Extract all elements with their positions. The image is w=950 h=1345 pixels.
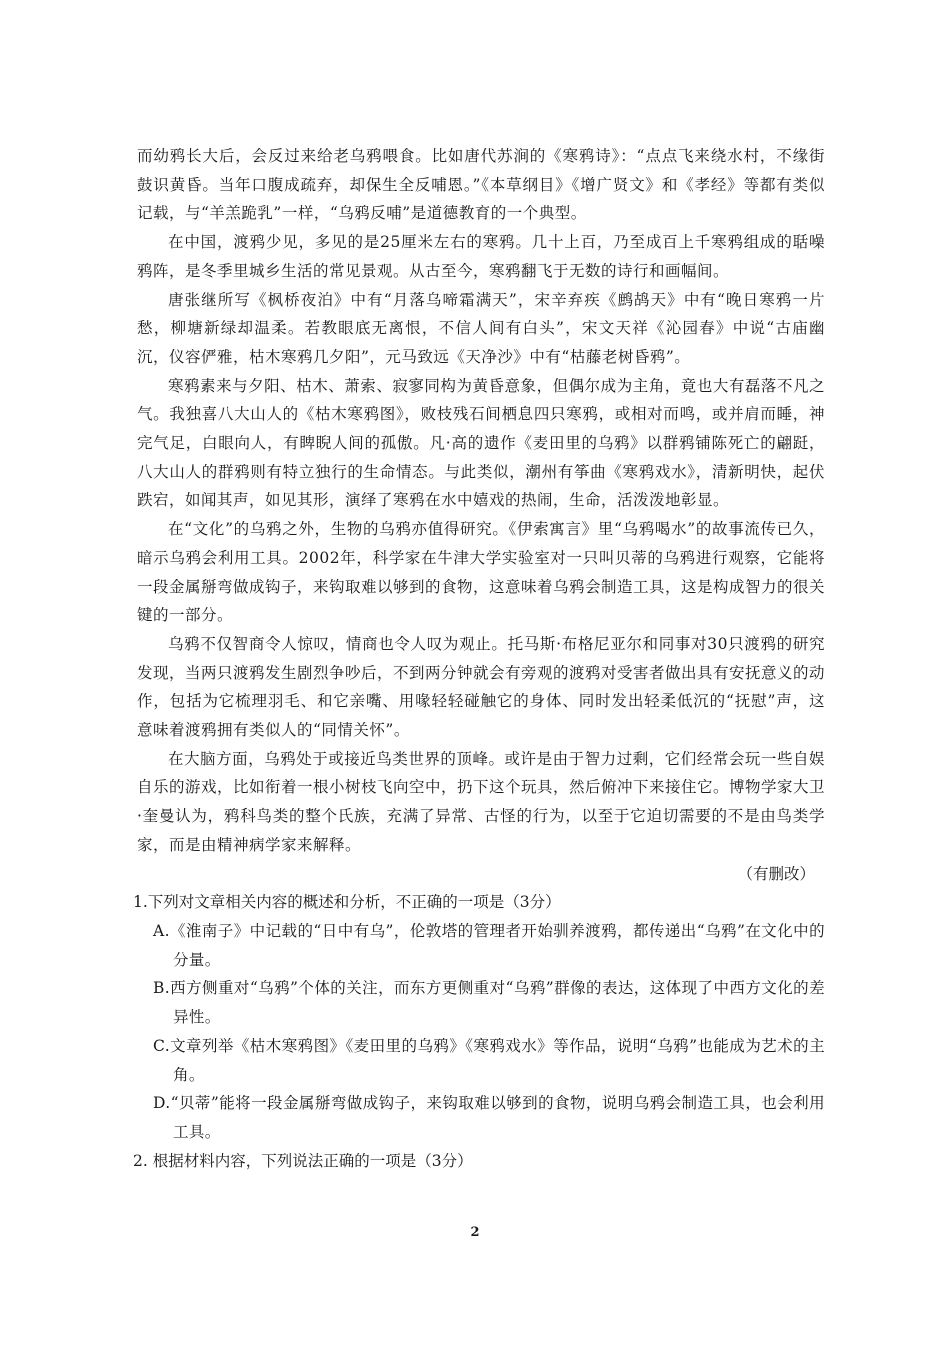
paragraph-3: 唐张继所写《枫桥夜泊》中有“月落乌啼霜满天”，宋辛弃疾《鹧鸪天》中有“晚日寒鸦一片愁，柳塘新绿却温柔。若教眼底无离恨，不信人间有白头”，宋文天祥《沁园春》中说“古庙幽沉，仪容俨雅，枯木寒鸦几夕阳”，元马致远《天净沙》中有“枯藤老树昏鸦”。 — [137, 290, 825, 366]
document-body — [133, 142, 826, 1175]
question-1-option-d: D.“贝蒂”能将一段金属掰弯做成钩子，来钩取难以够到的食物，说明乌鸦会制造工具，也会利用工具。 — [153, 1094, 825, 1141]
paragraph-2: 在中国，渡鸦少见，多见的是25厘米左右的寒鸦。几十上百，乃至成百上千寒鸦组成的聒噪鸦阵，是冬季里城乡生活的常见景观。从古至今，寒鸦翻飞于无数的诗行和画幅间。 — [137, 233, 825, 280]
paragraph-4: 寒鸦素来与夕阳、枯木、萧索、寂寥同构为黄昏意象，但偶尔成为主角，竟也大有磊落不凡之气。我独喜八大山人的《枯木寒鸦图》，败枝残石间栖息四只寒鸦，或相对而鸣，或并肩而睡，神完气足，白眼向人，有睥睨人间的孤傲。凡·高的遗作《麦田里的乌鸦》以群鸦铺陈死亡的翩跹，八大山人的群鸦则有特立独行的生命情态。与此类似，潮州有筝曲《寒鸦戏水》，清新明快，起伏跌宕，如闻其声，如见其形，演绎了寒鸦在水中嬉戏的热闹，生命，活泼泼地彰显。 — [137, 376, 825, 510]
paragraph-7: 在大脑方面，乌鸦处于或接近鸟类世界的顶峰。或许是由于智力过剩，它们经常会玩一些自娱自乐的游戏，比如衔着一根小树枝飞向空中，扔下这个玩具，然后俯冲下来接住它。博物学家大卫·奎曼认为，鸦科鸟类的整个氏族，充满了异常、古怪的行为，以至于它迫切需要的不是由鸟类学家，而是由精神病学家来解释。 — [137, 749, 826, 854]
question-1-option-b: B.西方侧重对“乌鸦”个体的关注，而东方更侧重对“乌鸦”群像的表达，这体现了中西方文化的差异性。 — [153, 979, 825, 1027]
paragraph-1: 而幼鸦长大后，会反过来给老乌鸦喂食。比如唐代苏涧的《寒鸦诗》：“点点飞来绕水村，不缘街鼓识黄昏。当年口腹成疏弃，却保生全反哺恩。”《本草纲目》《增广贤文》和《孝经》等都有类似记载，与“羊羔跪乳”一样，“乌鸦反哺”是道德教育的一个典型。 — [137, 147, 825, 223]
question-1-option-a: A.《淮南子》中记载的“日中有乌”，伦敦塔的管理者开始驯养渡鸦，都传递出“乌鸦”在文化中的分量。 — [153, 921, 825, 969]
question-1-stem: 1.下列对文章相关内容的概述和分析，不正确的一项是（3分） — [133, 893, 561, 912]
page-number: 2 — [470, 1225, 480, 1240]
paragraph-5: 在“文化”的乌鸦之外，生物的乌鸦亦值得研究。《伊索寓言》里“乌鸦喝水”的故事流传已久，暗示乌鸦会利用工具。2002年，科学家在牛津大学实验室对一只叫贝蒂的乌鸦进行观察，它能将一段金属掰弯做成钩子，来钩取难以够到的食物，这意味着乌鸦会制造工具，这是构成智力的很关键的一部分。 — [137, 520, 826, 625]
source-note: （有删改） — [737, 864, 815, 883]
question-1-option-c: C.文章列举《枯木寒鸦图》《麦田里的乌鸦》《寒鸦戏水》等作品，说明“乌鸦”也能成为艺术的主角。 — [153, 1036, 825, 1084]
paragraph-6: 乌鸦不仅智商令人惊叹，情商也令人叹为观止。托马斯·布格尼亚尔和同事对30只渡鸦的研究发现，当两只渡鸦发生剧烈争吵后，不到两分钟就会有旁观的渡鸦对受害者做出具有安抚意义的动作，包括为它梳理羽毛、和它亲嘴、用喙轻轻碰触它的身体、同时发出轻柔低沉的“抚慰”声，这意味着渡鸦拥有类似人的“同情关怀”。 — [137, 634, 826, 740]
question-2-stem: 2. 根据材料内容，下列说法正确的一项是（3分） — [133, 1151, 473, 1170]
